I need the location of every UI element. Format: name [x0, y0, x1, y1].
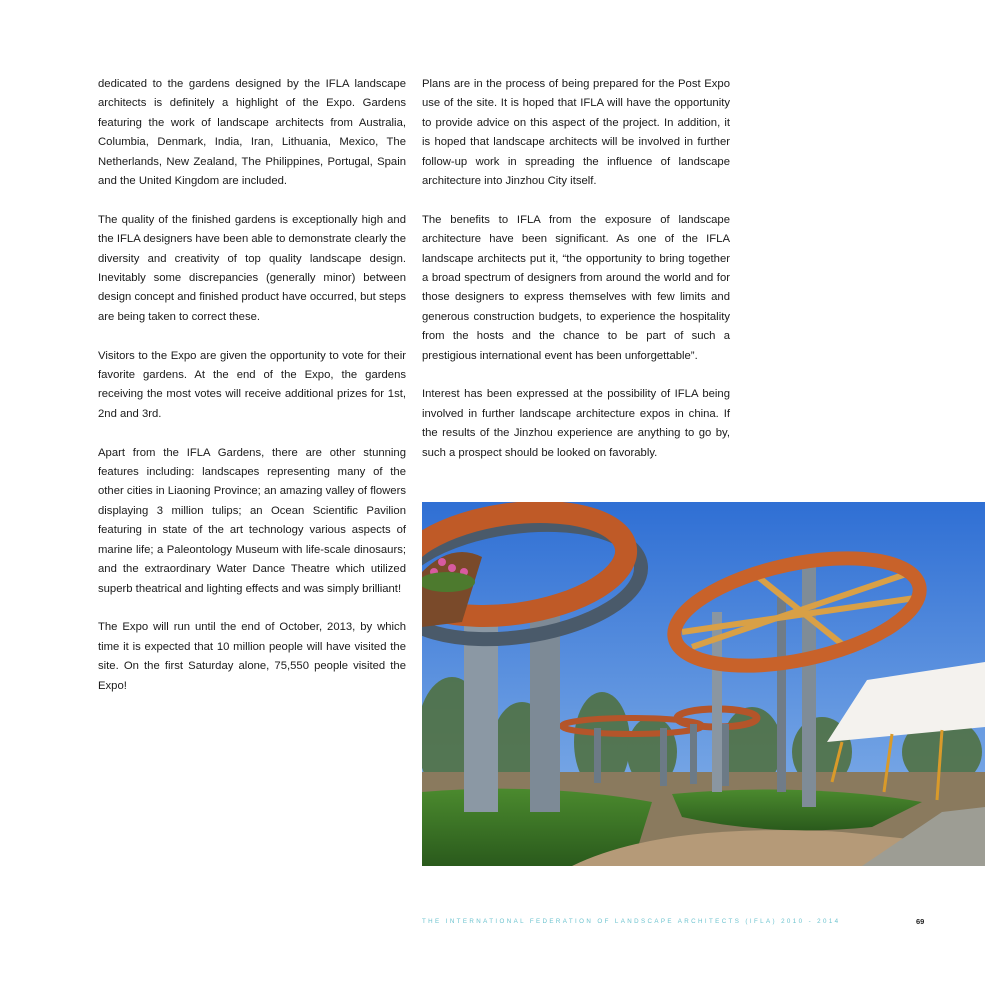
left-paragraph-2: The quality of the finished gardens is exceptionally high and the IFLA designers have been able to demonstrate clearly the diversity and creativity of top quality landscape design. Inevitably some discrepancies (generally minor) between design concept and finished product have occurred, but steps are being taken to correct these. [98, 213, 406, 323]
right-text-column [422, 75, 730, 482]
right-paragraph-1: Plans are in the process of being prepared for the Post Expo use of the site. It is hoped that IFLA will have the opportunity to provide advice on this aspect of the project. In addition, it is hoped that landscape architects will be involved in further follow-up work in spreading the influence of landscape architecture into Jinzhou City itself. [422, 78, 730, 188]
left-paragraph-4: Apart from the IFLA Gardens, there are other stunning features including: landscapes representing many of the other cities in Liaoning Province; an amazing valley of flowers displaying 3 million tulips; an Ocean Scientific Pavilion featuring in state of the art technology various aspects of marine life; a Paleontology Museum with life-scale dinosaurs; and the extraordinary Water Dance Theatre which utilized superb theatrical and lighting effects and was simply brilliant! [98, 446, 406, 595]
left-paragraph-3: Visitors to the Expo are given the opportunity to vote for their favorite gardens. At the end of the Expo, the gardens receiving the most votes will receive additional prizes for 1st, 2nd and 3rd. [98, 349, 406, 420]
left-text-column [98, 75, 406, 715]
right-paragraph-2: The benefits to IFLA from the exposure of landscape architecture have been significant. As one of the IFLA landscape architects put it, “the opportunity to bring together a broad spectrum of designers from around the world and for those designers to express themselves with few limits and generous construction budgets, to experience the hospitality from the hosts and the chance to be part of such a prestigious international event has been unforgettable”. [422, 213, 730, 362]
page-number: 69 [916, 917, 925, 926]
pavilion-rings-illustration [422, 502, 985, 866]
left-paragraph-5: The Expo will run until the end of October, 2013, by which time it is expected that 10 million people will have visited the site. On the first Saturday alone, 75,550 people visited the Expo! [98, 621, 406, 692]
expo-garden-photo [422, 502, 985, 866]
left-paragraph-1: dedicated to the gardens designed by the IFLA landscape architects is definitely a highlight of the Expo. Gardens featuring the work of landscape architects from Australia, Columbia, Denmark, India, Iran, Lithuania, Mexico, The Netherlands, New Zealand, The Philippines, Portugal, Spain and the United Kingdom are included. [98, 78, 406, 188]
footer-publication-title: THE INTERNATIONAL FEDERATION OF LANDSCAPE ARCHITECTS (IFLA) 2010 - 2014 [422, 918, 841, 925]
right-paragraph-3: Interest has been expressed at the possibility of IFLA being involved in further landscape architecture expos in china. If the results of the Jinzhou experience are anything to go by, such a prospect should be looked on favorably. [422, 388, 730, 459]
